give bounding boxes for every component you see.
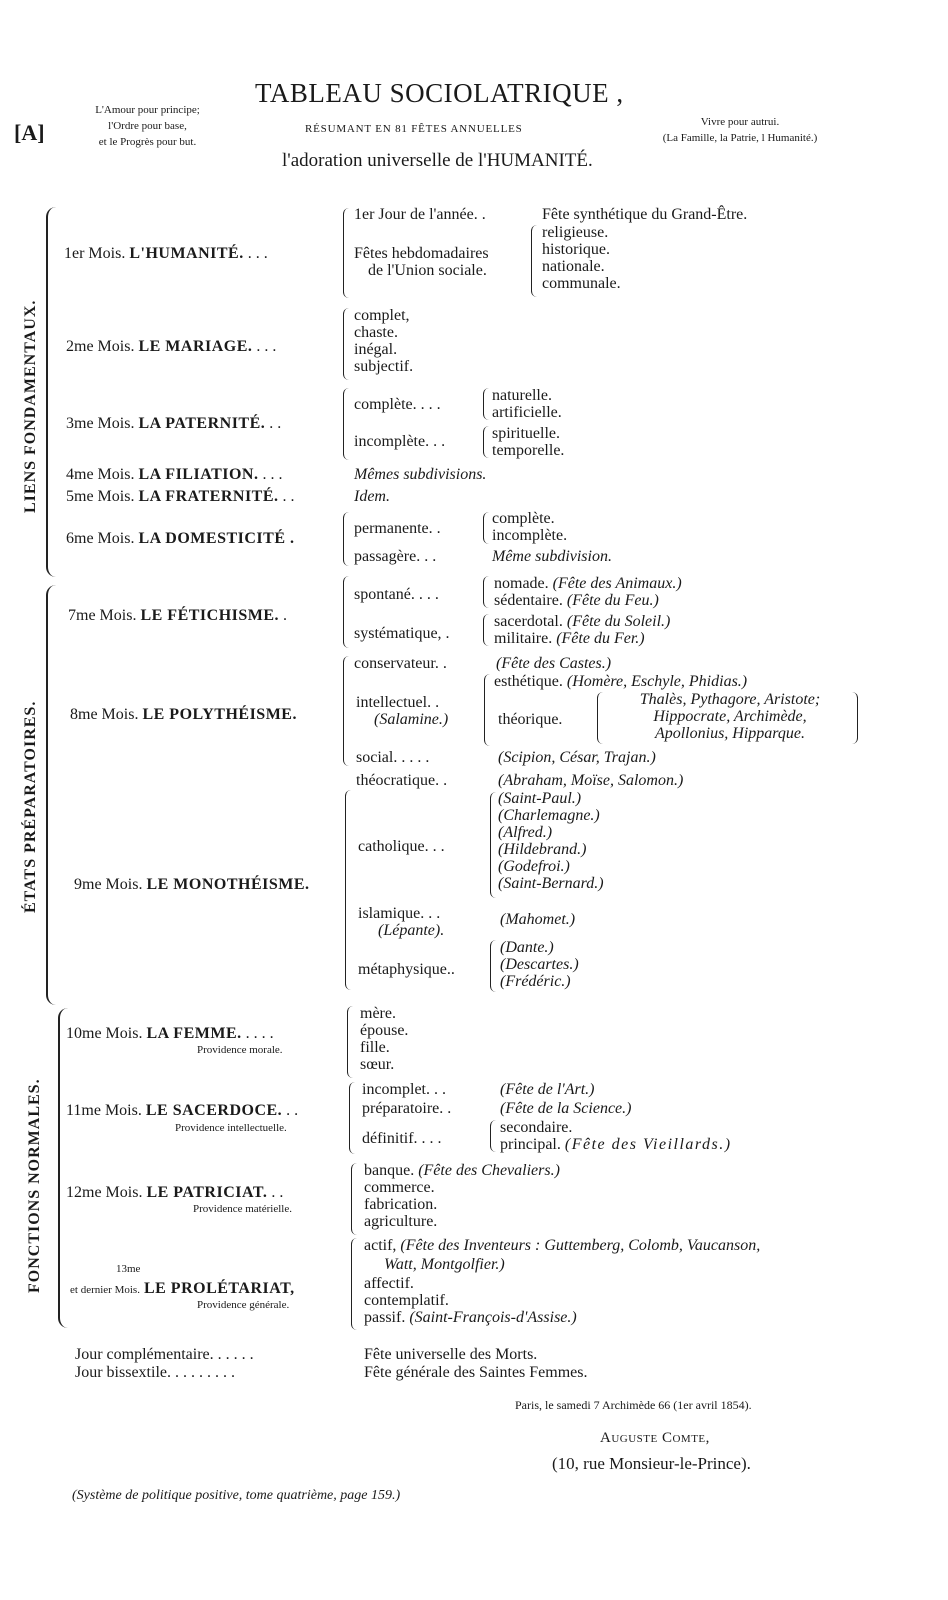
leader-dots: . . . . [245,1025,274,1042]
list-item: fabrication. [364,1196,438,1213]
list-item [494,613,670,630]
m11-sub: Providence intellectuelle. [175,1122,287,1134]
month-number: 4me Mois. [66,466,135,483]
month-8 [70,706,297,723]
list-item: religieuse. [542,224,609,241]
m3-complete: complète. . . . [354,396,441,413]
m3-complete-list [492,387,562,421]
footer-address: (10, rue Monsieur-le-Prince). [552,1454,751,1473]
motto-right [632,114,848,146]
month-name: LE MARIAGE. [138,338,253,355]
month-13 [70,1280,295,1299]
m12-sub: Providence matérielle. [193,1203,292,1215]
m1-union-sociale: de l'Union sociale. [368,262,487,279]
brace [343,576,351,648]
m8-social-text: (Scipion, César, Trajan.) [498,749,656,766]
month-2 [66,338,276,355]
brace [484,674,490,746]
brace [343,308,351,380]
brace [343,512,351,566]
brace [351,1238,359,1330]
motto-left [75,102,220,150]
m8-theorique-list [604,691,856,742]
leader-dots: . . [282,488,295,505]
m6-passagere-text: Même subdivision. [492,548,612,565]
motto-right-line: (La Famille, la Patrie, l Humanité.) [662,132,818,144]
brace [490,940,496,992]
m11-preparatoire: préparatoire. . [362,1100,452,1117]
m9-catholique-list [498,790,604,892]
m7-systematique: systématique, . [354,625,450,642]
month-1 [64,245,268,262]
list-item [494,575,682,592]
list-item: fille. [360,1039,390,1056]
fete-text: (Saint-François-d'Assise.) [409,1309,577,1326]
item-label: banque. [364,1162,415,1179]
month-name: LA PATERNITÉ. [138,415,266,432]
month-7 [68,607,287,624]
brace [349,1082,357,1154]
list-item: épouse. [360,1022,409,1039]
list-item: (Descartes.) [500,956,579,973]
list-item: (Dante.) [500,939,554,956]
m11-incomplet: incomplet. . . [362,1081,446,1098]
brace [597,692,603,744]
motto-left-line: et le Progrès pour but. [98,136,197,148]
m8-conservateur: conservateur. . [354,655,447,672]
m5-text: Idem. [354,488,390,505]
list-item [364,1309,577,1326]
m9-theocratique: théocratique. . [356,772,448,789]
brace [483,512,489,544]
list-item: (Godefroi.) [498,858,570,875]
jour-bissextile-text: Fête générale des Saintes Femmes. [364,1364,588,1381]
footer-date: Paris, le samedi 7 Archimède 66 (1er avril 1854). [515,1398,752,1412]
list-item [494,630,670,647]
month-number: 6me Mois. [66,530,135,547]
list-item: (Saint-Paul.) [498,790,582,807]
list-item: (Frédéric.) [500,973,571,990]
m9-islamique: islamique. . . [358,905,441,922]
fete-text: (Fête du Fer.) [556,630,645,647]
month-5 [66,488,295,505]
list-item: commerce. [364,1179,435,1196]
month-number: 7me Mois. [68,607,137,624]
list-item: mère. [360,1005,396,1022]
month-name: LE FÉTICHISME. [140,607,280,624]
month-11 [66,1102,298,1119]
brace [483,426,489,458]
month-12 [66,1184,283,1201]
m11-definitif-list [500,1119,732,1153]
motto-left-line: L'Amour pour principe; [95,104,200,116]
list-item: (Saint-Bernard.) [498,875,604,892]
m8-esthetique [494,673,747,690]
footer-source: (Système de politique positive, tome quatrième, page 159.) [72,1488,401,1503]
item-label: passif. [364,1309,406,1326]
m12-list [364,1162,560,1230]
m6-permanente-list [492,510,567,544]
m6-permanente: permanente. . [354,520,441,537]
item-label: sacerdotal. [494,613,563,630]
month-number: 3me Mois. [66,415,135,432]
m13-num: 13me [116,1263,141,1275]
m2-list [354,307,413,375]
m9-lepante: (Lépante). [378,922,445,939]
month-number: et dernier Mois. [70,1284,140,1296]
month-3 [66,415,281,432]
section-brace [58,1008,70,1328]
month-name: LA FILIATION. [138,466,259,483]
month-name: LA FRATERNITÉ. [138,488,279,505]
month-number: 9me Mois. [74,876,143,893]
leader-dots: . . [269,415,282,432]
item-label: militaire. [494,630,553,647]
fete-text: (Fête des Vieillards.) [564,1136,732,1153]
m7-systematique-list [494,613,670,647]
section-liens-fondamentaux: LIENS FONDAMENTAUX. [22,299,39,513]
subtitle-adoration: l'adoration universelle de l'HUMANITÉ. [282,150,593,171]
month-name: LE PATRICIAT. [146,1184,268,1201]
list-item: sœur. [360,1056,395,1073]
m8-conservateur-text: (Fête des Castes.) [496,655,612,672]
brace [490,1120,496,1152]
item-label: actif, [364,1237,397,1254]
brace [343,656,351,766]
m11-incomplet-text: (Fête de l'Art.) [500,1081,595,1098]
month-10 [66,1025,274,1042]
list-item: chaste. [354,324,398,341]
list-item: Apollonius, Hipparque. [654,725,806,742]
leader-dots: . [283,607,288,624]
m1-list [542,224,621,292]
brace [490,792,496,898]
label-a: [A] [14,120,45,145]
list-item [500,1136,732,1153]
list-item: (Hildebrand.) [498,841,587,858]
list-item: Thalès, Pythagore, Aristote; [639,691,821,708]
brace [483,388,489,420]
section-brace [46,585,60,1005]
list-item: complète. [492,510,555,527]
page-title: TABLEAU SOCIOLATRIQUE , [255,78,624,108]
brace [343,388,351,460]
brace [483,614,489,646]
m9-metaphysique-list [500,939,579,990]
list-item: contemplatif. [364,1292,449,1309]
m8-intellectuel: intellectuel. . [356,694,440,711]
list-item: (Charlemagne.) [498,807,600,824]
month-name: LA FEMME. [146,1025,242,1042]
fete-text: (Fête du Feu.) [566,592,659,609]
list-item: nationale. [542,258,605,275]
leader-dots: . . [271,1184,284,1201]
item-label: principal. [500,1136,561,1153]
fete-text: (Fête des Inventeurs : Guttemberg, Colomb, Vaucanson, [400,1237,761,1254]
month-number: 1er Mois. [64,245,126,262]
brace [347,1006,355,1078]
section-fonctions-normales: FONCTIONS NORMALES. [26,1078,43,1293]
m13-actif-cont: Watt, Montgolfier.) [384,1256,505,1273]
m1-fete-synthetique: Fête synthétique du Grand-Être. [542,206,748,223]
m1-first-day: 1er Jour de l'année. . [354,206,486,223]
month-name: LA DOMESTICITÉ . [138,530,295,547]
month-number: 2me Mois. [66,338,135,355]
list-item: Hippocrate, Archimède, [653,708,807,725]
section-etats-preparatoires: ÉTATS PRÉPARATOIRES. [22,700,39,913]
month-6 [66,530,295,547]
footer-author: Auguste Comte, [600,1430,710,1446]
m8-social: social. . . . . [356,749,430,766]
jour-complementaire: Jour complémentaire. . . . . . [75,1346,254,1363]
list-item: inégal. [354,341,398,358]
brace [531,225,538,297]
month-number: 12me Mois. [66,1184,143,1201]
m7-spontane: spontané. . . . [354,586,439,603]
month-4 [66,466,282,483]
month-9 [74,876,310,893]
list-item: artificielle. [492,404,562,421]
list-item: (Alfred.) [498,824,553,841]
list-item: complet, [354,307,410,324]
item-label: nomade. [494,575,549,592]
m9-theocratique-text: (Abraham, Moïse, Salomon.) [498,772,684,789]
brace [345,790,353,990]
m10-list [360,1005,408,1073]
list-item: historique. [542,241,610,258]
month-number: 5me Mois. [66,488,135,505]
list-item [494,592,682,609]
m1-fetes-hebdo: Fêtes hebdomadaires [354,245,489,262]
brace [483,576,489,608]
list-item: affectif. [364,1275,414,1292]
m6-passagere: passagère. . . [354,548,437,565]
leader-dots: . . . [262,466,283,483]
month-name: LE PROLÉTARIAT, [143,1280,295,1297]
month-name: LE POLYTHÉISME. [142,706,297,723]
brace [351,1163,359,1235]
list-item: secondaire. [500,1119,573,1136]
list-item: naturelle. [492,387,552,404]
list-item: incomplète. [492,527,568,544]
m9-catholique: catholique. . . [358,838,445,855]
fete-text: (Fête des Chevaliers.) [418,1162,560,1179]
m3-incomplete: incomplète. . . [354,433,446,450]
list-item: agriculture. [364,1213,438,1230]
item-label: esthétique. [494,673,563,690]
motto-right-line: Vivre pour autrui. [700,116,780,128]
m8-salamine: (Salamine.) [374,711,449,728]
item-label: sédentaire. [494,592,563,609]
m11-preparatoire-text: (Fête de la Science.) [500,1100,632,1117]
leader-dots: . . [286,1102,299,1119]
m13-actif [364,1237,760,1254]
month-name: L'HUMANITÉ. [129,245,244,262]
month-name: LE MONOTHÉISME. [146,876,310,893]
m9-metaphysique: métaphysique.. [358,961,455,978]
leader-dots: . . . [247,245,268,262]
m4-text: Mêmes subdivisions. [354,466,487,483]
section-brace [46,207,60,577]
list-item: subjectif. [354,358,414,375]
jour-bissextile: Jour bissextile. . . . . . . . . [75,1364,235,1381]
month-name: LE SACERDOCE. [145,1102,283,1119]
fete-text: (Fête du Soleil.) [566,613,671,630]
list-item: temporelle. [492,442,565,459]
motto-left-line: l'Ordre pour base, [108,120,187,132]
month-number: 8me Mois. [70,706,139,723]
m9-islamique-text: (Mahomet.) [500,911,576,928]
leader-dots: . . . [256,338,277,355]
brace [343,208,351,298]
list-item [364,1162,560,1179]
m3-incomplete-list [492,425,564,459]
m8-theorique: théorique. [498,711,563,728]
jour-complementaire-text: Fête universelle des Morts. [364,1346,538,1363]
m13-sub: Providence générale. [197,1299,290,1311]
fete-text: (Fête des Animaux.) [552,575,682,592]
list-item: spirituelle. [492,425,560,442]
brace [852,692,858,744]
subtitle: RÉSUMANT EN 81 FÊTES ANNUELLES [305,123,523,135]
m10-sub: Providence morale. [197,1044,283,1056]
month-number: 10me Mois. [66,1025,143,1042]
m11-definitif: définitif. . . . [362,1130,442,1147]
month-number: 11me Mois. [66,1102,142,1119]
item-text: (Homère, Eschyle, Phidias.) [566,673,748,690]
list-item: communale. [542,275,621,292]
m13-list [364,1275,577,1326]
m7-spontane-list [494,575,682,609]
